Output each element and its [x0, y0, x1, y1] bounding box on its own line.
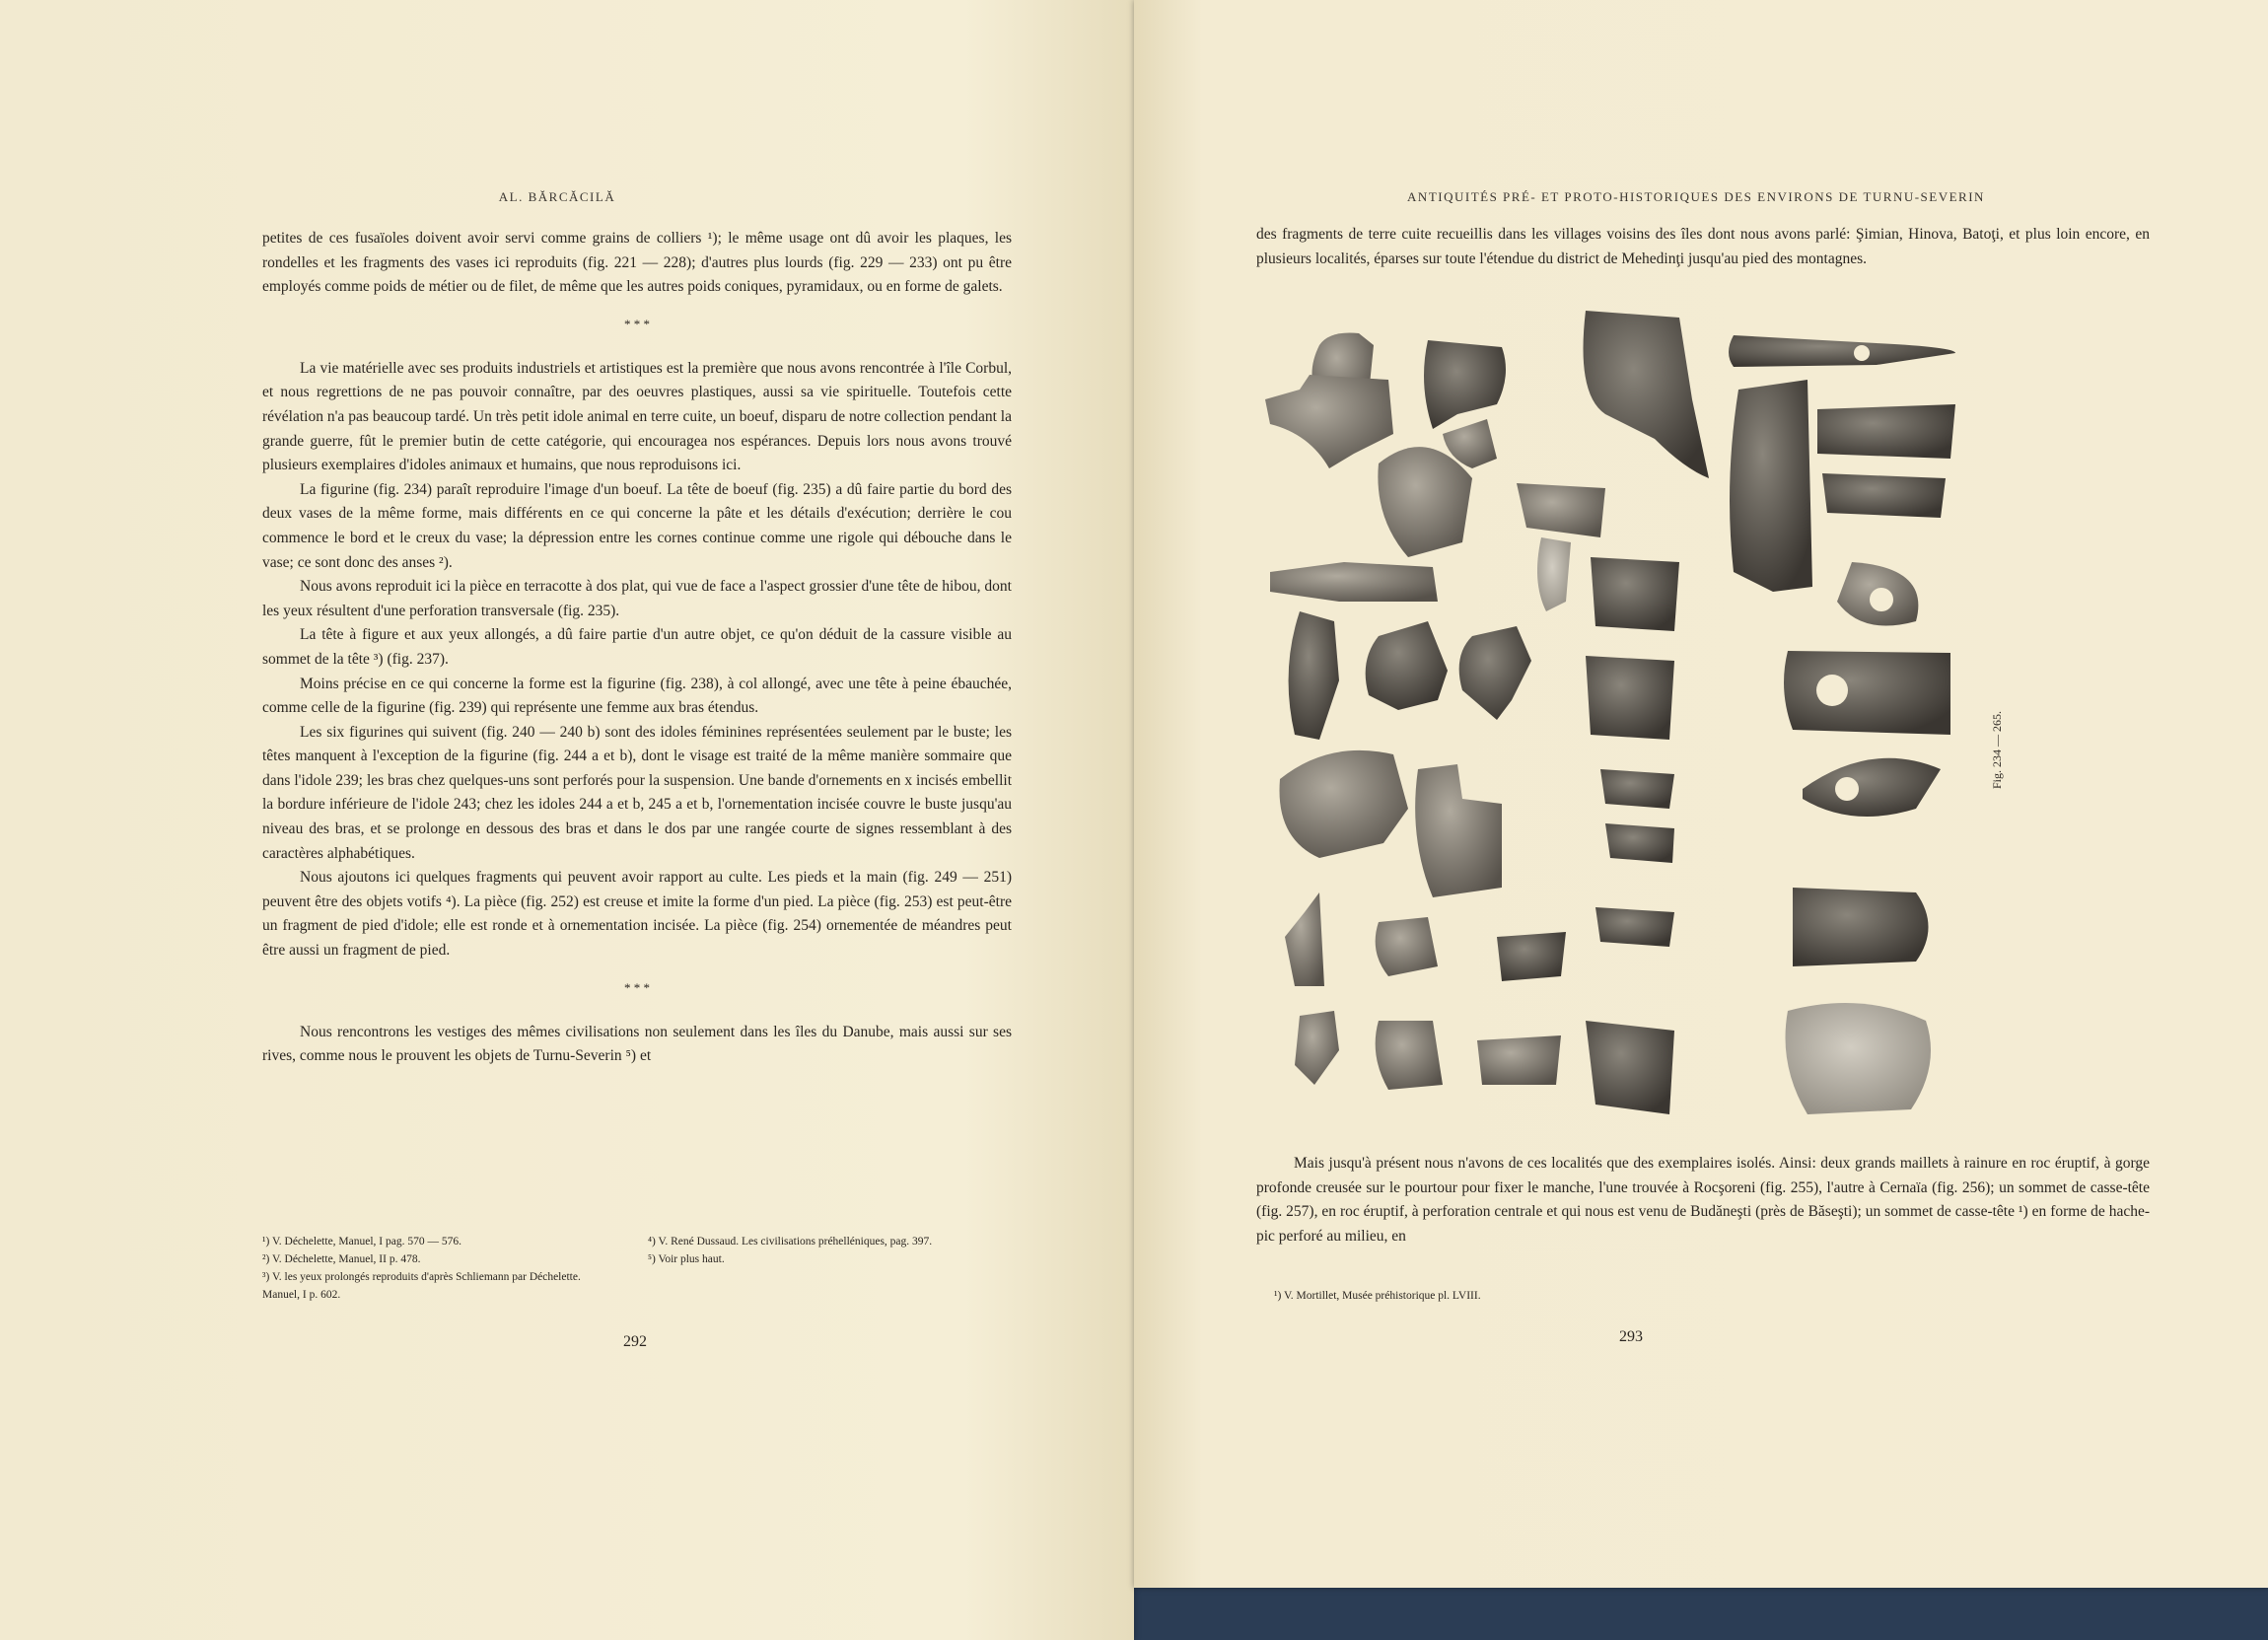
- right-text-column-bottom: [1256, 1152, 2150, 1248]
- footnote: ³) V. les yeux prolongés reproduits d'après Schliemann par Déchelette. Manuel, I p. 602.: [262, 1271, 581, 1301]
- right-text-column-top: [1256, 223, 2150, 271]
- foot-fragment-254: [1517, 483, 1605, 537]
- idol-fragment-251: [1497, 932, 1566, 981]
- perforation: [1854, 345, 1870, 361]
- idol-fragment-242: [1376, 917, 1438, 976]
- page-number-right: 293: [1619, 1328, 1643, 1345]
- paragraph: La tête à figure et aux yeux allongés, a dû faire partie d'un autre objet, ce qu'on déduit de la cassure visible au sommet de la tête ³) (fig. 237).: [262, 626, 1012, 668]
- running-head-left: AL. BĂRCĂCILĂ: [498, 189, 616, 204]
- idol-fragment-247: [1537, 537, 1571, 611]
- stone-tool-a: [1822, 473, 1946, 518]
- figurine-244: [1366, 621, 1448, 710]
- footnote: ²) V. Déchelette, Manuel, II p. 478.: [262, 1253, 421, 1265]
- idol-fragment-e: [1586, 1021, 1674, 1114]
- foot-fragment-a: [1295, 1011, 1339, 1085]
- stone-tool-263: [1817, 404, 1955, 459]
- paragraph: Les six figurines qui suivent (fig. 240 — 240 b) sont des idoles féminines représentées seulement par le buste; les têtes manquent à l'exception de la figurine (fig. 244 a et b), dont le visage est traité de la même manière sommaire que dans l'idole 239; les bras chez quelques-uns sont perforés pour la suspension. Une bande d'ornements en x incisés embellit la bordure inférieure de l'idole 243; chez les idoles 244 a et b, 245 a et b, l'ornementation incisée couvre le buste jusqu'au niveau des bras, et se prolonge en dessous des bras et dans le dos par une rangée courte de signes ressemblant à des caractères alphabétiques.: [262, 723, 1012, 862]
- paragraph: La vie matérielle avec ses produits industriels et artistiques est la première que nous avons rencontrée à l'île Corbul, et nous regrettions de ne pas pouvoir connaître, par des oeuvres plastiques, aussi sa vie spirituelle. Toutefois cette révélation n'a pas beaucoup tardé. Un très petit idole animal en terre cuite, un boeuf, disparu de notre collection pendant la grande guerre, fût le premier butin de cette catégorie, qui encouragea nos espérances. Depuis lors nous avons trouvé plusieurs exemplaires d'idoles animaux et humains, que nous reproduisons ici.: [262, 359, 1012, 474]
- paragraph: petites de ces fusaïoles doivent avoir servi comme grains de colliers ¹); le même usage ont dû avoir les plaques, les rondelles et les fragments des vases ici reproduits (fig. 221 — 228); d'autres plus lourds (fig. 229 — 233) ont pu être employés comme poids de métier ou de filet, de même que les autres poids coniques, pyramidaux, ou en forme de galets.: [262, 230, 1012, 296]
- figurine-235: [1424, 340, 1506, 429]
- figurine-236: [1289, 611, 1339, 740]
- stone-axe-258: [1784, 651, 1950, 735]
- stone-axe-259: [1803, 758, 1941, 817]
- foot-fragment-252: [1584, 311, 1710, 478]
- idol-fragment-c: [1595, 907, 1674, 947]
- figure-caption: Fig. 234 — 265.: [1990, 710, 2004, 789]
- paragraph: La figurine (fig. 234) paraît reproduire l'image d'un boeuf. La tête de boeuf (fig. 235) a dû faire partie du bord des deux vases de la même forme, mais différents en ce qui concerne la pâte et les détails d'exécution; derrière le cou commence le bord et le creux du vase; la dépression entre les cornes continue comme une rigole qui débouche dans le vase; ce sont donc des anses ²).: [262, 480, 1012, 571]
- footnotes-right-column: [648, 1233, 1013, 1268]
- paragraph: Nous rencontrons les vestiges des mêmes civilisations non seulement dans les îles du Danube, mais aussi sur ses rives, comme nous le prouvent les objets de Turnu-Severin ⁵) et: [262, 1023, 1012, 1065]
- maillet-255: [1786, 1003, 1932, 1114]
- idol-fragment-241: [1376, 1021, 1443, 1090]
- paragraph: Moins précise en ce qui concerne la forme est la figurine (fig. 238), à col allongé, avec une tête à peine ébauchée, comme celle de la figurine (fig. 239) qui représente une femme aux bras étendus.: [262, 675, 1012, 717]
- idol-fragment-a: [1270, 562, 1438, 602]
- paragraph: Nous avons reproduit ici la pièce en terracotte à dos plat, qui vue de face a l'aspect grossier d'une tête de hibou, dont les yeux résultent d'une perforation transversale (fig. 235).: [262, 578, 1012, 619]
- footnotes-left-column: [262, 1233, 617, 1304]
- figurine-238: [1265, 375, 1393, 468]
- figurine-245: [1459, 626, 1531, 720]
- idol-bust-246: [1586, 656, 1674, 740]
- idol-torso-243: [1415, 764, 1502, 897]
- section-separator: * * *: [624, 979, 650, 995]
- hammer-256: [1793, 888, 1929, 966]
- stone-pick-264: [1729, 335, 1955, 367]
- figurine-239: [1378, 447, 1472, 557]
- idol-fragment-d: [1477, 1035, 1561, 1085]
- section-separator: * * *: [624, 316, 650, 331]
- idol-torso-240: [1280, 750, 1409, 858]
- footnote: ⁴) V. René Dussaud. Les civilisations préhelléniques, pag. 397.: [648, 1236, 933, 1248]
- foot-fragment-250: [1285, 892, 1324, 986]
- idol-fragment-249: [1605, 823, 1674, 863]
- footnote: ⁵) Voir plus haut.: [648, 1253, 725, 1265]
- running-head-right: ANTIQUITÉS PRÉ- ET PROTO-HISTORIQUES DES ENVIRONS DE TURNU-SEVERIN: [1407, 189, 1985, 204]
- perforation: [1816, 675, 1848, 706]
- footnote-right: ¹) V. Mortillet, Musée préhistorique pl. LVIII.: [1274, 1290, 1481, 1302]
- paragraph: Mais jusqu'à présent nous n'avons de ces localités que des exemplaires isolés. Ainsi: deux grands maillets à rainure en roc éruptif, à gorge profonde creusée sur le pourtour pour fixer le manche, l'une trouvée à Rocşoreni (fig. 255), l'autre à Cernaïa (fig. 256); un sommet de casse-tête (fig. 257), en roc éruptif, à perforation centrale et qui nous est venu de Budăneşti (près de Băseşti); un sommet de casse-tête ¹) en forme de hache-pic perforé au milieu, en: [1256, 1155, 2150, 1245]
- artifact-plate-figure: [1260, 306, 1980, 1134]
- page-number-left: 292: [623, 1333, 647, 1350]
- axe-head-262: [1730, 380, 1812, 592]
- paragraph: des fragments de terre cuite recueillis dans les villages voisins des îles dont nous avons parlé: Şimian, Hinova, Batoţi, et plus loin encore, en plusieurs localités, éparses sur toute l'étendue du district de Mehedinţi jusqu'au pied des montagnes.: [1256, 226, 2150, 267]
- perforation: [1835, 777, 1859, 801]
- paragraph: Nous ajoutons ici quelques fragments qui peuvent avoir rapport au culte. Les pieds et la main (fig. 249 — 251) peuvent être des objets votifs ⁴). La pièce (fig. 252) est creuse et imite la forme d'un pied. La pièce (fig. 253) est peut-être un fragment de pied d'idole; elle est ronde et à ornementation incisée. La pièce (fig. 254) ornementée de méandres peut être aussi un fragment de pied.: [262, 869, 1012, 960]
- left-text-column: [262, 227, 1012, 1069]
- perforation: [1870, 588, 1893, 611]
- footnote: ¹) V. Déchelette, Manuel, I pag. 570 — 576.: [262, 1236, 461, 1248]
- idol-fragment-248: [1600, 769, 1674, 809]
- idol-fragment-b: [1591, 557, 1679, 631]
